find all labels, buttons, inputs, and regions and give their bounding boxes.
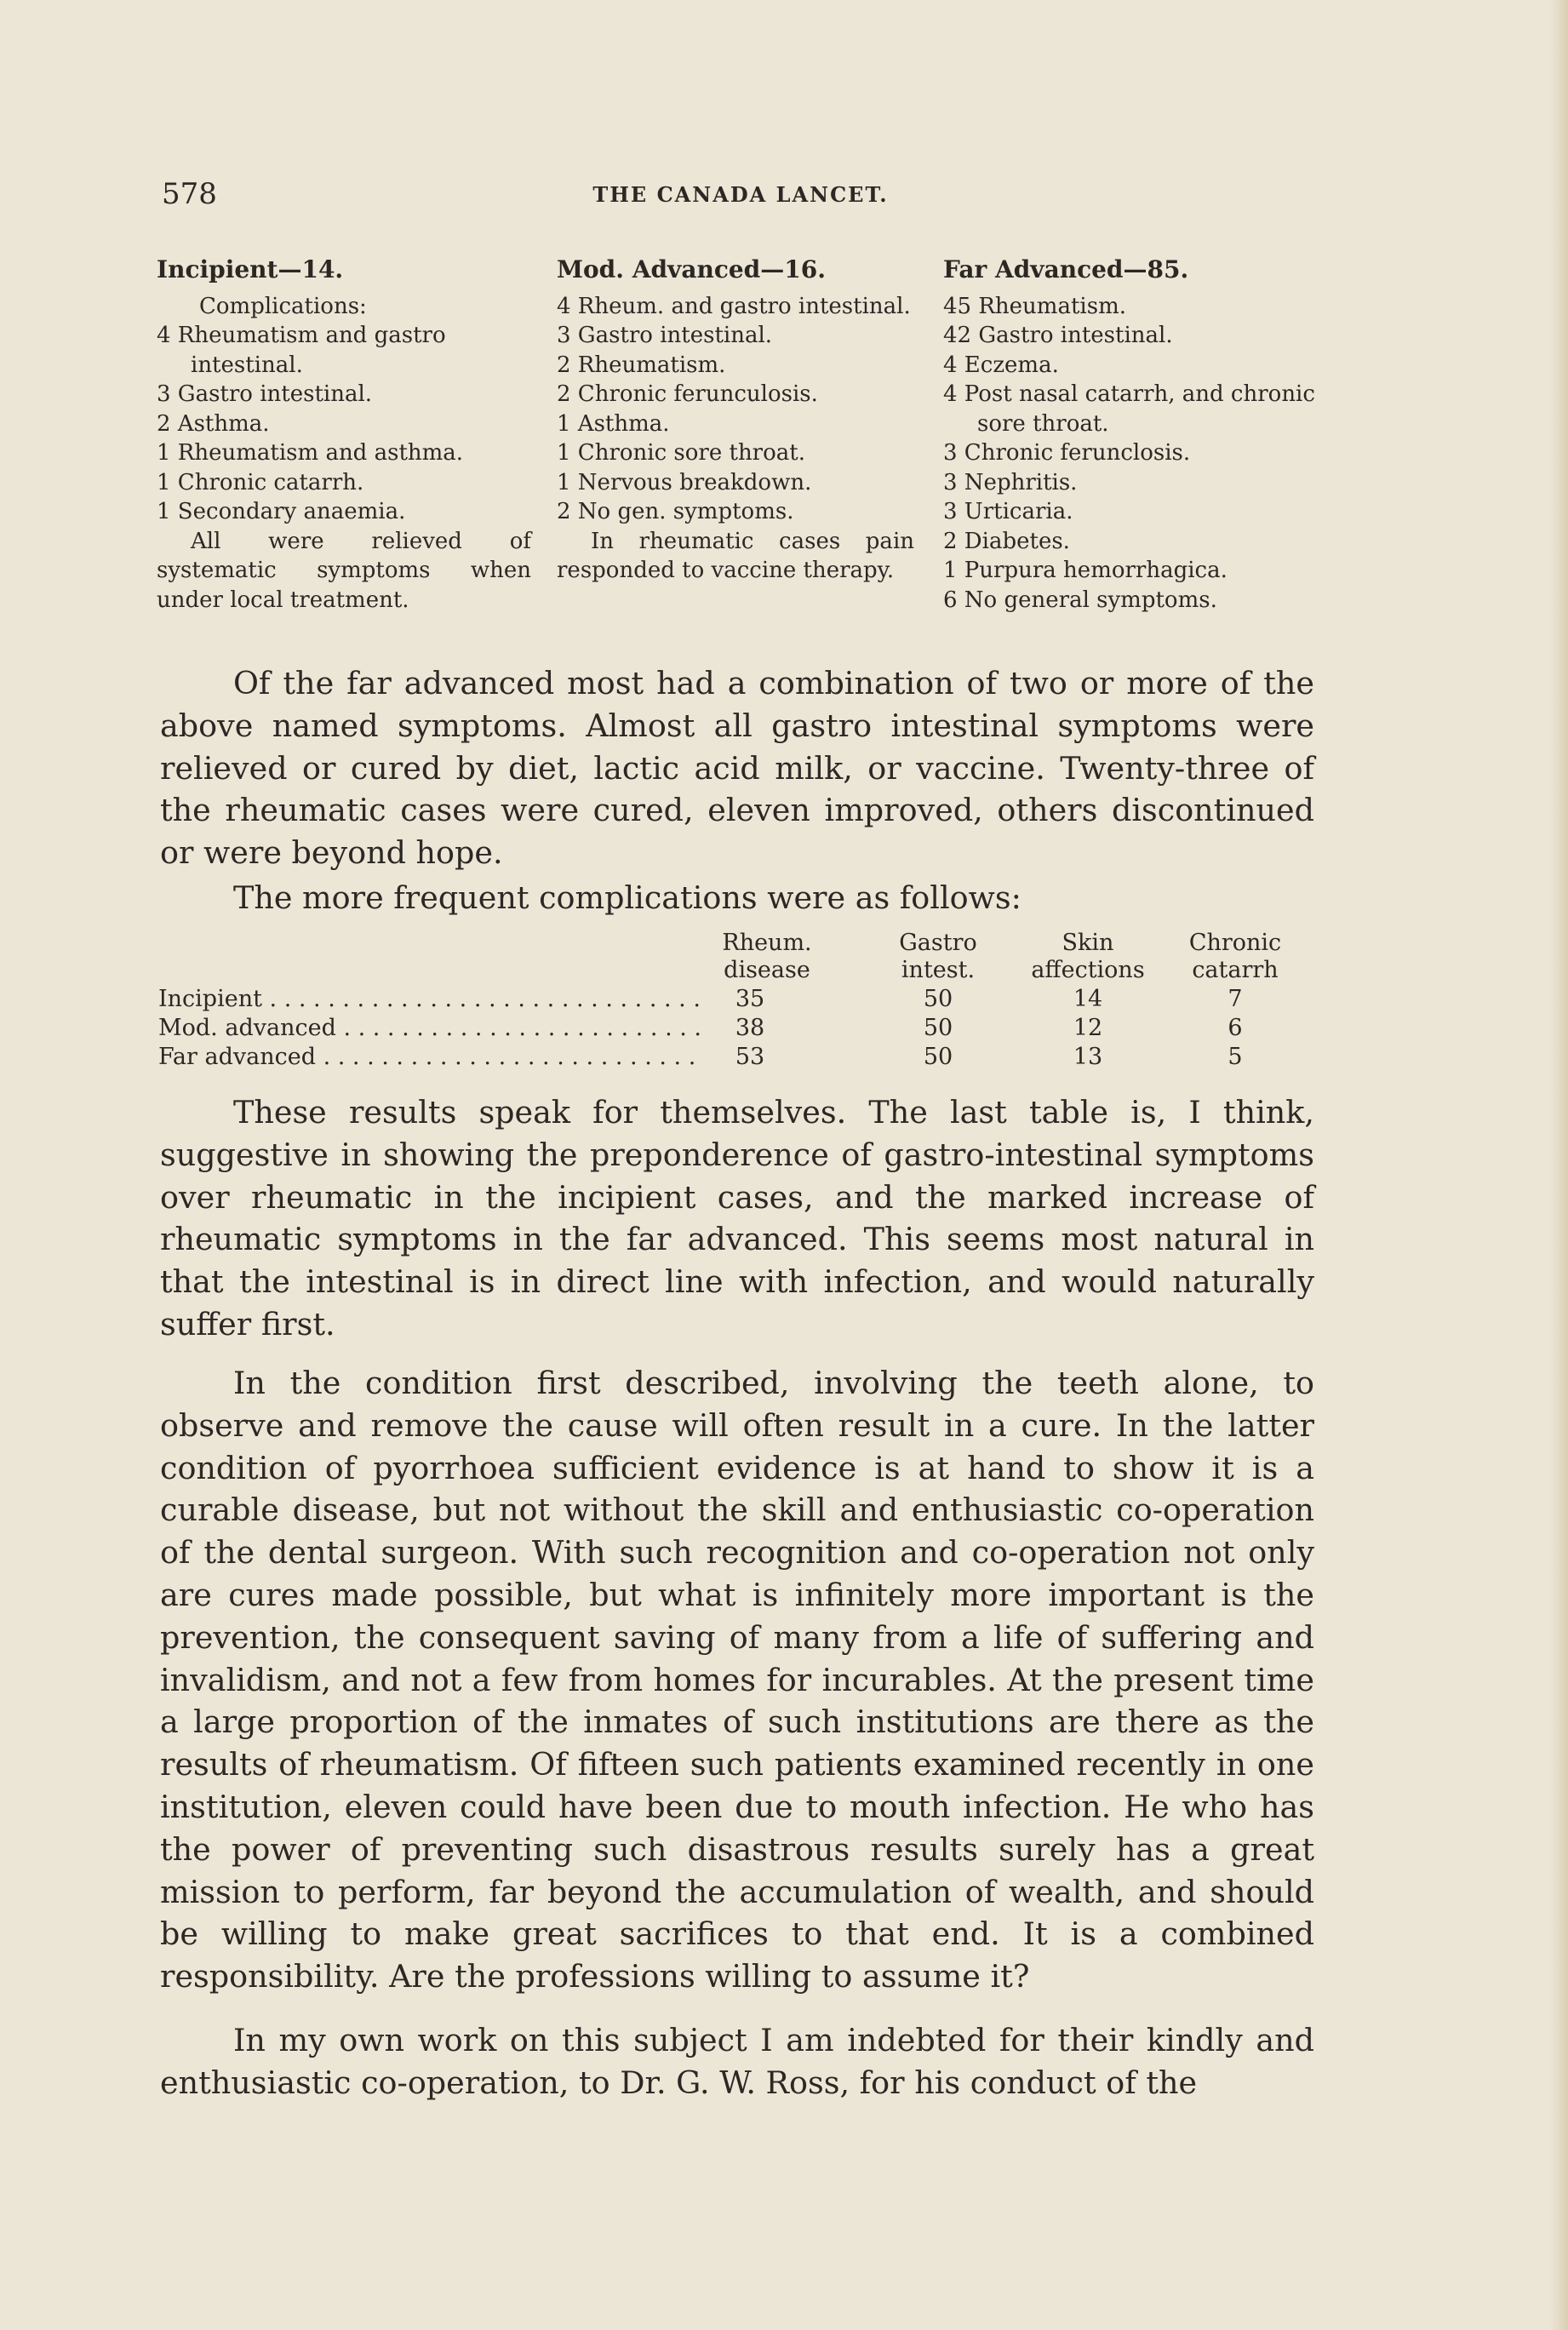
list-item: 1 Chronic catarrh. xyxy=(157,469,364,495)
table-cell: 38 xyxy=(735,1015,765,1041)
table-row xyxy=(158,1044,1316,1073)
column-note: All were relieved of systematic symptoms when under local treatment. xyxy=(157,528,531,613)
paragraph-pyorrhoea-prevention xyxy=(160,1362,1314,1998)
table-cell: 12 xyxy=(1073,1015,1103,1041)
list-item: 3 Nephritis. xyxy=(943,469,1078,495)
list-item: 1 Purpura hemorrhagica. xyxy=(943,558,1228,583)
table-cell: 50 xyxy=(923,1015,953,1041)
header-line: affections xyxy=(1031,957,1145,983)
header-line: Skin xyxy=(1062,930,1114,956)
table-cell: 7 xyxy=(1228,986,1243,1012)
table-cell: 13 xyxy=(1073,1044,1103,1070)
list-item: 2 Diabetes. xyxy=(943,528,1070,554)
table-header-catarrh xyxy=(1171,930,1299,984)
paragraph-text: In the condition first described, involving the teeth alone, to observe and remove the cause will often result in a cure. In the latter condition of pyorrhoea sufficient evidence is at hand to show it is a curable disease, but not without the skill and enthusiastic co-operation of the dental surgeon. With such recognition and co-operation not only are cures made possible, but what is infinitely more important is the prevention, the consequent saving of many from a life of suffering and invalidism, and not a few from homes for incurables. At the present time a large proportion of the inmates of such institutions are there as the results of rheumatism. Of fifteen such patients examined recently in one institution, eleven could have been due to mouth infection. He who has the power of preventing such disastrous results surely has a great mission to perform, far beyond the accumulation of wealth, and should be willing to make great sacrifices to that end. It is a combined responsibility. Are the professions willing to assume it? xyxy=(160,1365,1314,1995)
header-line: Rheum. xyxy=(722,930,812,956)
list-item: 2 Rheumatism. xyxy=(557,352,726,378)
header-line: disease xyxy=(724,957,810,983)
list-item: 4 Rheum. and gastro intestinal. xyxy=(557,293,911,319)
row-label: Incipient . . . xyxy=(158,986,703,1012)
table-row xyxy=(158,986,1316,1015)
column-mod-advanced xyxy=(557,255,914,586)
complications-table xyxy=(158,930,1316,1083)
list-item: 3 Chronic ferunclosis. xyxy=(943,440,1191,466)
list-item: 1 Secondary anaemia. xyxy=(157,499,406,524)
table-header-gastro xyxy=(861,930,1015,984)
row-label: Mod. advanced . . . xyxy=(158,1015,703,1041)
header-line: Chronic xyxy=(1188,930,1282,956)
list-item: 1 Chronic sore throat. xyxy=(557,440,805,466)
table-cell: 35 xyxy=(735,986,765,1012)
table-cell: 5 xyxy=(1228,1044,1243,1070)
list-item: 4 Eczema. xyxy=(943,352,1059,378)
list-item: 3 Urticaria. xyxy=(943,499,1073,524)
list-item: 2 Asthma. xyxy=(157,410,270,437)
column-heading: Far Advanced—85. xyxy=(943,255,1189,283)
list-item: 3 Gastro intestinal. xyxy=(557,323,773,348)
paragraph-results-discussion xyxy=(160,1091,1314,1346)
paragraph-far-advanced-summary xyxy=(160,662,1314,874)
column-heading: Mod. Advanced—16. xyxy=(557,255,826,283)
list-item: 3 Gastro intestinal. xyxy=(157,381,373,407)
list-item: 1 Rheumatism and asthma. xyxy=(157,440,464,466)
list-item: 45 Rheumatism. xyxy=(943,293,1126,319)
column-subheading: Complications: xyxy=(199,293,367,319)
list-item: 2 Chronic ferunculosis. xyxy=(557,381,818,407)
column-incipient xyxy=(157,255,531,615)
page-edge-shadow xyxy=(1549,0,1568,2330)
page-number: 578 xyxy=(162,177,217,211)
header-line: Gastro xyxy=(899,930,977,956)
table-header-skin xyxy=(1004,930,1171,984)
row-label: Far advanced . . . xyxy=(158,1044,703,1070)
paragraph-text: Of the far advanced most had a combination of two or more of the above named symptoms. Almost all gastro intestinal symptoms were relieved or cured by diet, lactic acid milk, or vaccine. Twenty-three of the rheumatic cases were cured, eleven improved, others discontinued or were beyond hope. xyxy=(160,665,1314,872)
table-header-rheum xyxy=(703,930,831,984)
table-cell: 53 xyxy=(735,1044,765,1070)
column-note: In rheumatic cases pain responded to vaccine therapy. xyxy=(557,528,914,583)
paragraph-text: The more frequent complications were as follows: xyxy=(233,879,1021,916)
list-item: 4 Post nasal catarrh, and chronic sore throat. xyxy=(943,381,1315,437)
list-item: 42 Gastro intestinal. xyxy=(943,323,1173,348)
header-line: intest. xyxy=(901,957,976,983)
complications-columns xyxy=(157,255,1331,647)
paragraph-text: In my own work on this subject I am indebted for their kindly and enthusiastic co-operation, to Dr. G. W. Ross, for his conduct of the xyxy=(160,2022,1314,2101)
paragraph-acknowledgement xyxy=(160,2019,1314,2104)
list-item: 6 No general symptoms. xyxy=(943,587,1217,613)
table-cell: 14 xyxy=(1073,986,1103,1012)
table-cell: 50 xyxy=(923,986,953,1012)
column-heading: Incipient—14. xyxy=(157,255,344,283)
paragraph-table-intro xyxy=(160,877,1314,919)
list-item: 2 No gen. symptoms. xyxy=(557,499,794,524)
list-item: 1 Asthma. xyxy=(557,410,670,437)
page-header xyxy=(162,177,1319,220)
list-item: 4 Rheumatism and gastro intestinal. xyxy=(157,323,446,378)
table-row xyxy=(158,1015,1316,1044)
running-title: THE CANADA LANCET. xyxy=(592,182,889,207)
column-far-advanced xyxy=(943,255,1326,615)
table-cell: 50 xyxy=(923,1044,953,1070)
list-item: 1 Nervous breakdown. xyxy=(557,469,812,495)
header-line: catarrh xyxy=(1192,957,1279,983)
table-cell: 6 xyxy=(1228,1015,1243,1041)
paragraph-text: These results speak for themselves. The last table is, I think, suggestive in showing the preponderence of gastro-intestinal symptoms over rheumatic in the incipient cases, and the marked increase of rheumatic symptoms in the far advanced. This seems most natural in that the intestinal is in direct line with infection, and would naturally suffer first. xyxy=(160,1094,1314,1342)
